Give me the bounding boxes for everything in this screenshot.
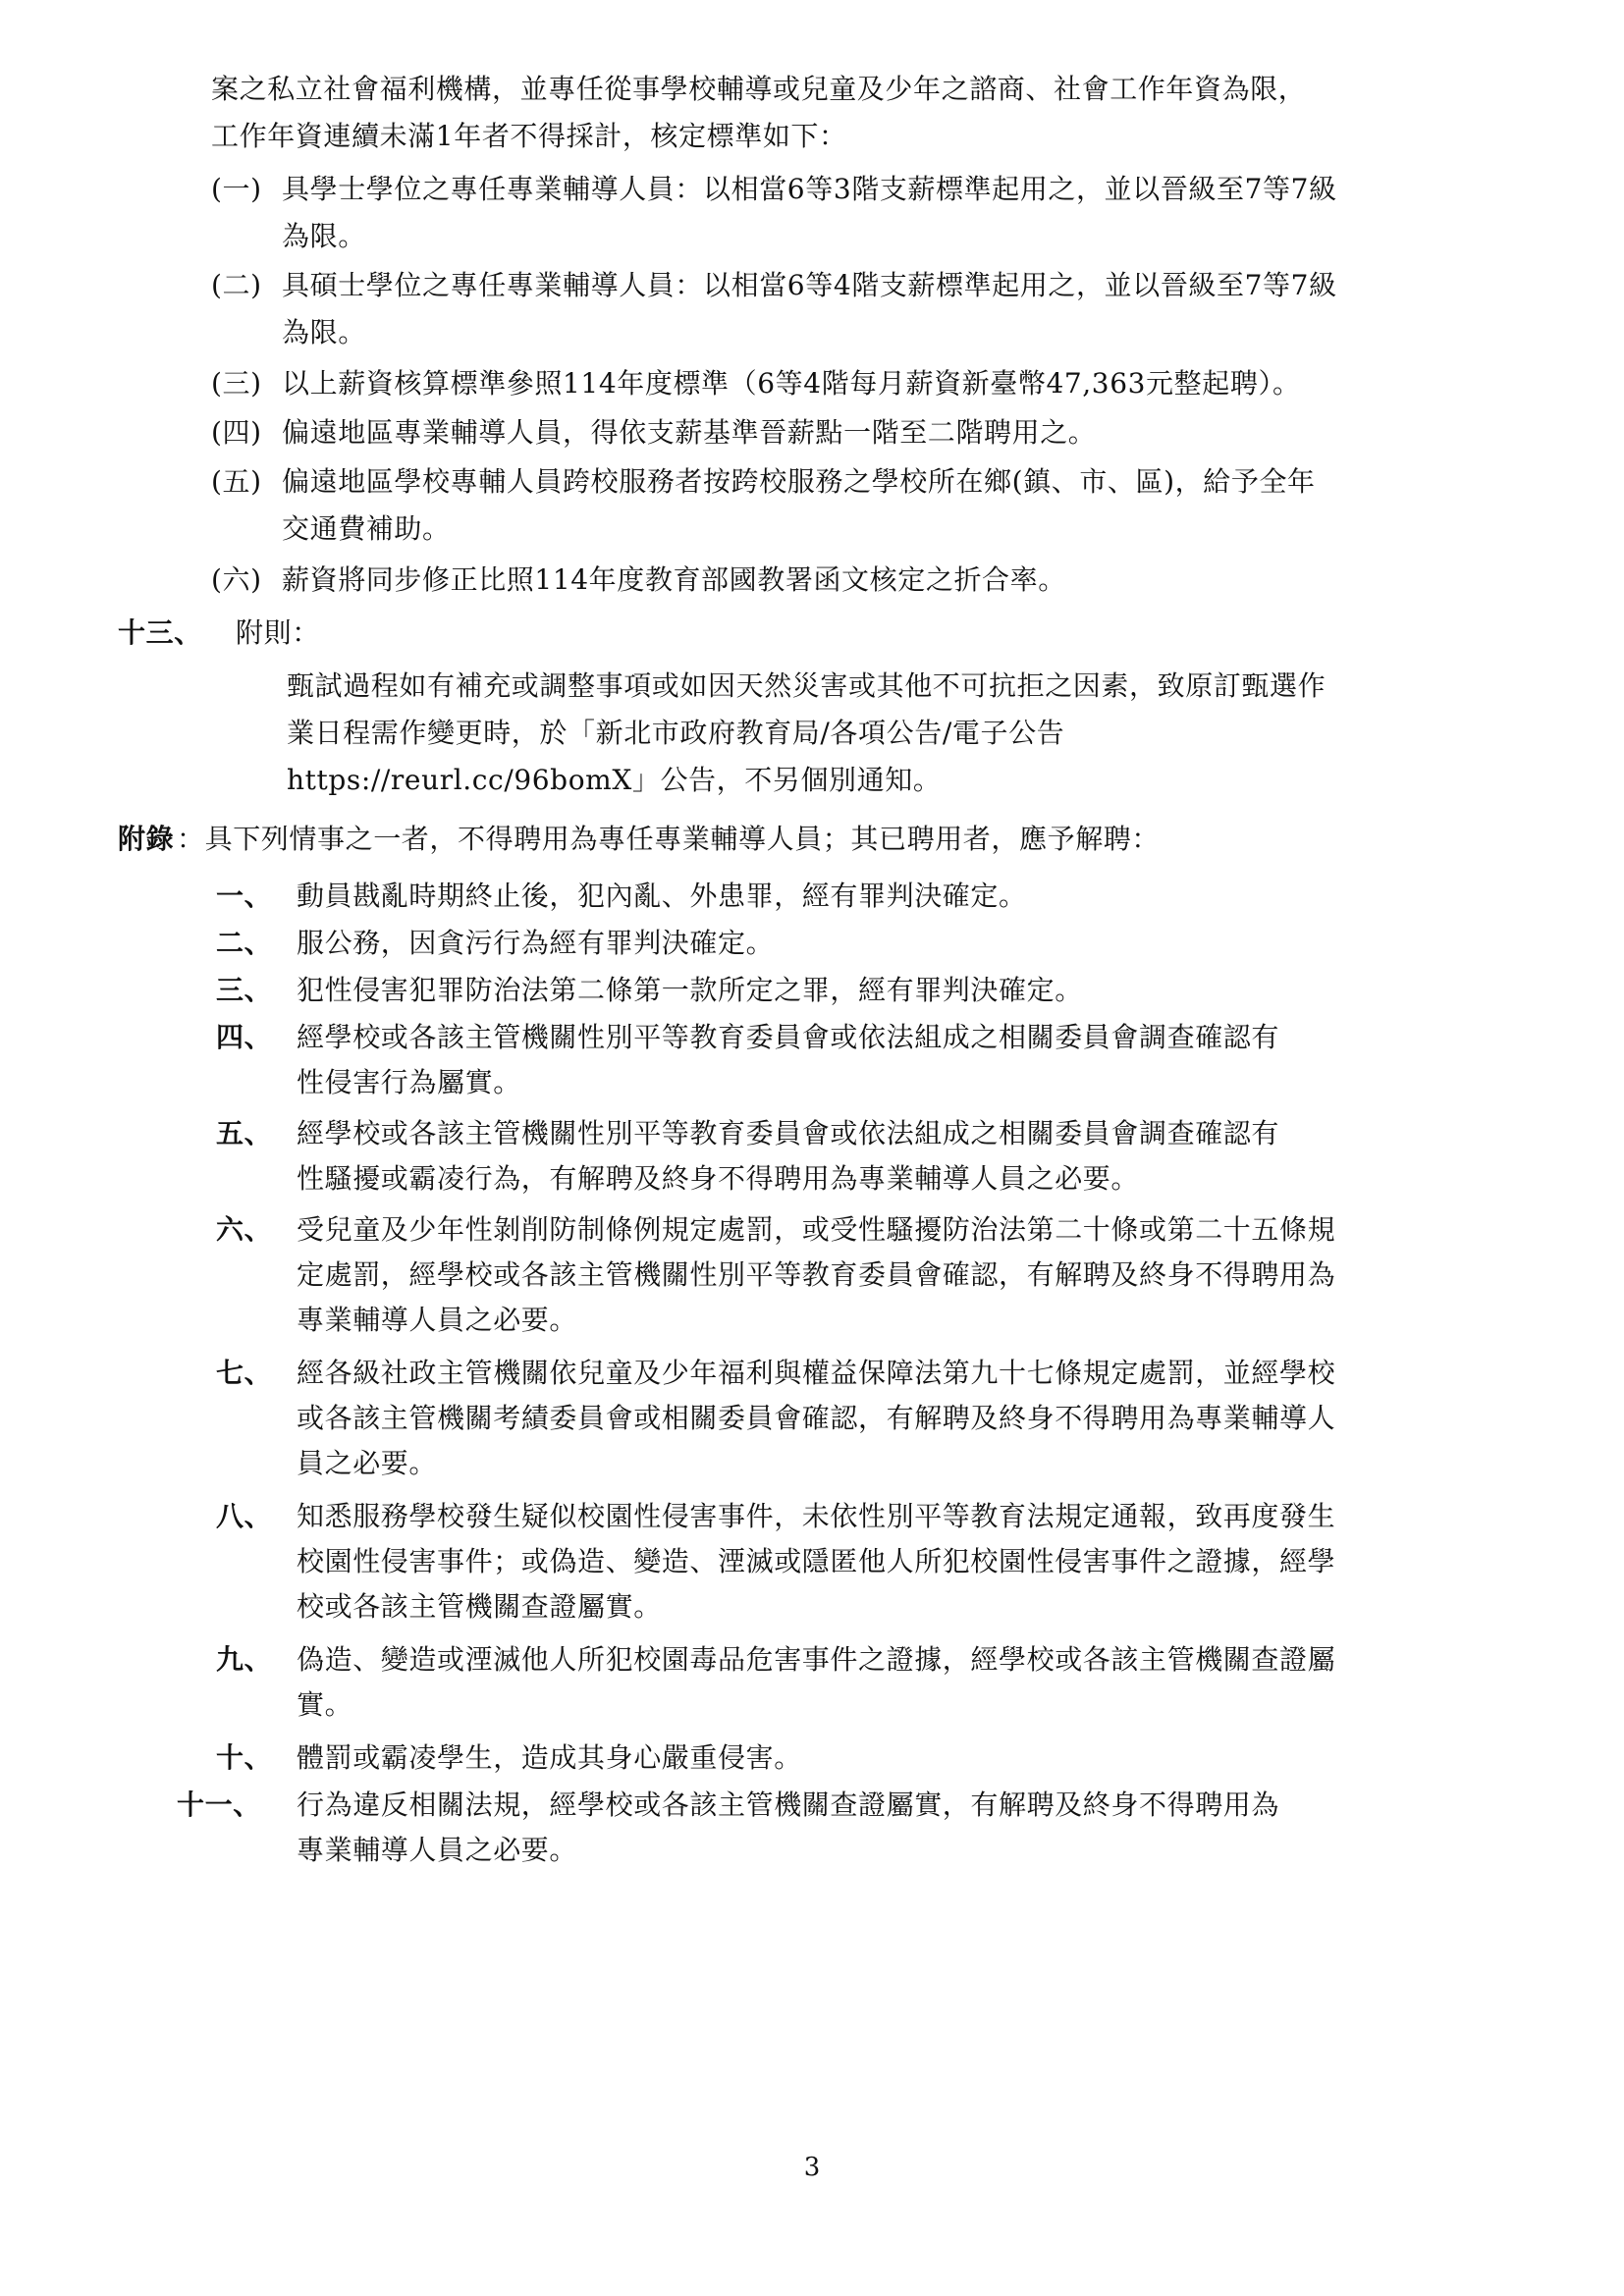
appendix-item-number: 八、 [216, 1500, 273, 1532]
intro-line: 案之私立社會福利機構，並專任從事學校輔導或兒童及少年之諮商、社會工作年資為限， [211, 73, 1307, 105]
appendix-item-text: 經學校或各該主管機關性別平等教育委員會或依法組成之相關委員會調查確認有 [297, 1021, 1280, 1053]
appendix-item-number: 二、 [216, 927, 273, 959]
salary-item-marker: (二) [211, 269, 262, 301]
section-body-line: https://reurl.cc/96bomX」公告，不另個別通知。 [287, 764, 942, 796]
appendix-item-text: 員之必要。 [297, 1447, 438, 1479]
appendix-item-text: 動員戡亂時期終止後，犯內亂、外患罪，經有罪判決確定。 [297, 880, 1027, 912]
appendix-item-text: 受兒童及少年性剝削防制條例規定處罰，或受性騷擾防治法第二十條或第二十五條規 [297, 1213, 1336, 1246]
appendix-item-text: 校或各該主管機關查證屬實。 [297, 1590, 662, 1623]
salary-item-text: 具學士學位之專任專業輔導人員：以相當6等3階支薪標準起用之，並以晉級至7等7級 [282, 173, 1337, 205]
appendix-item-text: 知悉服務學校發生疑似校園性侵害事件，未依性別平等教育法規定通報，致再度發生 [297, 1500, 1336, 1532]
section-number: 十三、 [118, 616, 202, 649]
intro-line: 工作年資連續未滿1年者不得採計，核定標準如下： [211, 120, 847, 152]
appendix-item-text: 行為違反相關法規，經學校或各該主管機關查證屬實，有解聘及終身不得聘用為 [297, 1789, 1280, 1821]
appendix-item-text: 犯性侵害犯罪防治法第二條第一款所定之罪，經有罪判決確定。 [297, 974, 1083, 1006]
appendix-item-number: 九、 [216, 1643, 273, 1676]
appendix-item-number: 六、 [216, 1213, 273, 1246]
appendix-item-text: 服公務，因貪污行為經有罪判決確定。 [297, 927, 775, 959]
section-body-line: 甄試過程如有補充或調整事項或如因天然災害或其他不可抗拒之因素，致原訂甄選作 [287, 669, 1326, 702]
salary-item-marker: (三) [211, 367, 262, 400]
appendix-item-text: 專業輔導人員之必要。 [297, 1304, 578, 1336]
salary-item-marker: (四) [211, 416, 262, 449]
appendix-item-text: 或各該主管機關考績委員會或相關委員會確認，有解聘及終身不得聘用為專業輔導人 [297, 1402, 1336, 1434]
appendix-item-number: 五、 [216, 1117, 273, 1149]
appendix-item-number: 十、 [216, 1741, 273, 1774]
appendix-item-text: 性騷擾或霸凌行為，有解聘及終身不得聘用為專業輔導人員之必要。 [297, 1162, 1140, 1195]
appendix-label: 附錄 [118, 823, 175, 855]
salary-item-marker: (一) [211, 173, 262, 205]
salary-item-text: 交通費補助。 [282, 512, 451, 545]
appendix-item-text: 經學校或各該主管機關性別平等教育委員會或依法組成之相關委員會調查確認有 [297, 1117, 1280, 1149]
appendix-item-number: 三、 [216, 974, 273, 1006]
salary-item-text: 為限。 [282, 220, 366, 252]
salary-item-text: 為限。 [282, 316, 366, 348]
appendix-item-text: 體罰或霸凌學生，造成其身心嚴重侵害。 [297, 1741, 802, 1774]
salary-item-marker: (六) [211, 563, 262, 596]
appendix-item-text: 專業輔導人員之必要。 [297, 1834, 578, 1866]
appendix-item-number: 一、 [216, 880, 273, 912]
appendix-item-text: 性侵害行為屬實。 [297, 1066, 521, 1098]
page-number: 3 [803, 2153, 821, 2182]
salary-item-text: 偏遠地區學校專輔人員跨校服務者按跨校服務之學校所在鄉(鎮、市、區)，給予全年 [282, 465, 1316, 498]
salary-item-text: 薪資將同步修正比照114年度教育部國教署函文核定之折合率。 [282, 563, 1066, 596]
appendix-item-text: 校園性侵害事件；或偽造、變造、湮滅或隱匿他人所犯校園性侵害事件之證據，經學 [297, 1545, 1336, 1577]
appendix-item-number: 四、 [216, 1021, 273, 1053]
appendix-item-text: 定處罰，經學校或各該主管機關性別平等教育委員會確認，有解聘及終身不得聘用為 [297, 1258, 1336, 1291]
appendix-item-text: 實。 [297, 1688, 353, 1721]
appendix-item-number: 十一、 [177, 1789, 261, 1821]
section-title: 附則： [236, 616, 320, 649]
appendix-intro: ：具下列情事之一者，不得聘用為專任專業輔導人員；其已聘用者，應予解聘： [177, 823, 1161, 855]
salary-item-marker: (五) [211, 465, 262, 498]
appendix-item-text: 偽造、變造或湮滅他人所犯校園毒品危害事件之證據，經學校或各該主管機關查證屬 [297, 1643, 1336, 1676]
appendix-item-text: 經各級社政主管機關依兒童及少年福利與權益保障法第九十七條規定處罰，並經學校 [297, 1357, 1336, 1389]
salary-item-text: 具碩士學位之專任專業輔導人員：以相當6等4階支薪標準起用之，並以晉級至7等7級 [282, 269, 1337, 301]
section-body-line: 業日程需作變更時，於「新北市政府教育局/各項公告/電子公告 [287, 717, 1065, 749]
salary-item-text: 以上薪資核算標準參照114年度標準（6等4階每月薪資新臺幣47,363元整起聘）。 [282, 367, 1301, 400]
salary-item-text: 偏遠地區專業輔導人員，得依支薪基準晉薪點一階至二階聘用之。 [282, 416, 1097, 449]
appendix-item-number: 七、 [216, 1357, 273, 1389]
